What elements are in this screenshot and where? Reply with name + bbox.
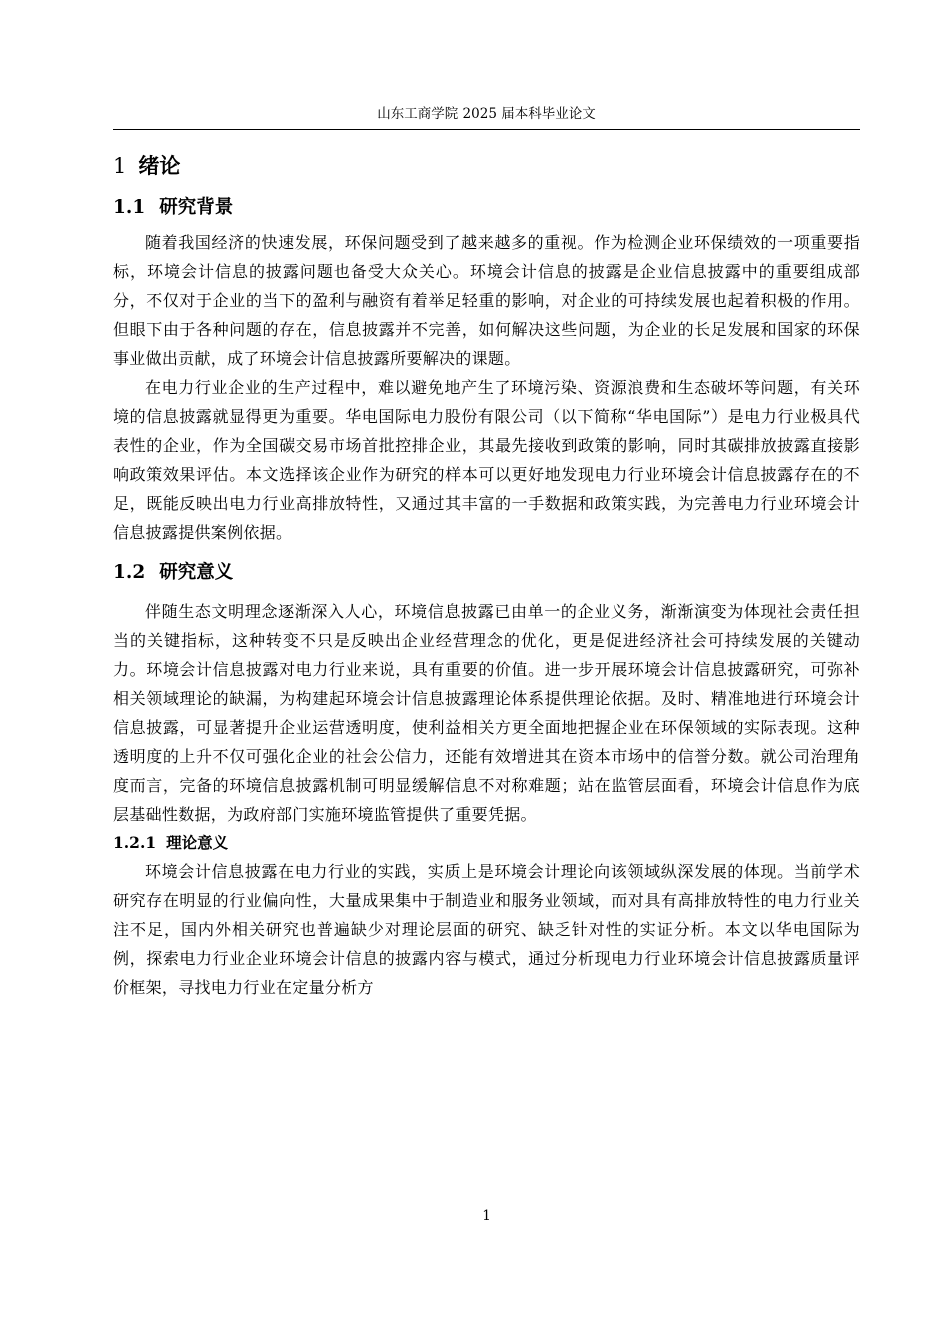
section-number: 1.2 bbox=[113, 562, 146, 583]
header-title: 山东工商学院 2025 届本科毕业论文 bbox=[377, 106, 596, 122]
paragraph: 在电力行业企业的生产过程中，难以避免地产生了环境污染、资源浪费和生态破坏等问题，有关环境的信息披露就显得更为重要。华电国际电力股份有限公司（以下简称“华电国际”）是电力行业极具代表性的企业，作为全国碳交易市场首批控排企业，其最先接收到政策的影响，同时其碳排放披露直接影响政策效果评估。本文选择该企业作为研究的样本可以更好地发现电力行业环境会计信息披露存在的不足，既能反映出电力行业高排放特性，又通过其丰富的一手数据和政策实践，为完善电力行业环境会计信息披露提供案例依据。 bbox=[113, 378, 860, 542]
paragraph: 随着我国经济的快速发展，环保问题受到了越来越多的重视。作为检测企业环保绩效的一项重要指标，环境会计信息的披露问题也备受大众关心。环境会计信息的披露是企业信息披露中的重要组成部分，不仅对于企业的当下的盈利与融资有着举足轻重的影响，对企业的可持续发展也起着积极的作用。但眼下由于各种问题的存在，信息披露并不完善，如何解决这些问题，为企业的长足发展和国家的环保事业做出贡献，成了环境会计信息披露所要解决的课题。 bbox=[113, 233, 860, 368]
section-title: 研究背景 bbox=[159, 197, 234, 218]
subsection-heading bbox=[113, 829, 860, 857]
section-heading-significance bbox=[113, 555, 860, 591]
section-title: 研究意义 bbox=[159, 562, 234, 583]
chapter-title: 绪论 bbox=[138, 153, 181, 178]
section-heading-background bbox=[113, 190, 860, 226]
page-footer bbox=[113, 1208, 860, 1224]
chapter-heading bbox=[113, 146, 860, 186]
paragraph: 环境会计信息披露在电力行业的实践，实质上是环境会计理论向该领域纵深发展的体现。当前学术研究存在明显的行业偏向性，大量成果集中于制造业和服务业领域，而对具有高排放特性的电力行业关注不足，国内外相关研究也普遍缺少对理论层面的研究、缺乏针对性的实证分析。本文以华电国际为例，探索电力行业企业环境会计信息的披露内容与模式，通过分析现电力行业环境会计信息披露质量评价框架，寻找电力行业在定量分析方 bbox=[113, 862, 860, 997]
page-number: 1 bbox=[482, 1208, 491, 1224]
subsection-title: 理论意义 bbox=[166, 833, 229, 852]
paragraph: 伴随生态文明理念逐渐深入人心，环境信息披露已由单一的企业义务，渐渐演变为体现社会责任担当的关键指标，这种转变不只是反映出企业经营理念的优化，更是促进经济社会可持续发展的关键动力。环境会计信息披露对电力行业来说，具有重要的价值。进一步开展环境会计信息披露研究，可弥补相关领域理论的缺漏，为构建起环境会计信息披露理论体系提供理论依据。及时、精准地进行环境会计信息披露，可显著提升企业运营透明度，使利益相关方更全面地把握企业在环保领域的实际表现。这种透明度的上升不仅可强化企业的社会公信力，还能有效增进其在资本市场中的信誉分数。就公司治理角度而言，完备的环境信息披露机制可明显缓解信息不对称难题；站在监管层面看，环境会计信息作为底层基础性数据，为政府部门实施环境监管提供了重要凭据。 bbox=[113, 602, 860, 824]
page-content bbox=[113, 146, 860, 1002]
subsection-number: 1.2.1 bbox=[113, 833, 157, 852]
section-number: 1.1 bbox=[113, 197, 146, 218]
chapter-number: 1 bbox=[113, 154, 127, 178]
page-header bbox=[113, 104, 860, 130]
